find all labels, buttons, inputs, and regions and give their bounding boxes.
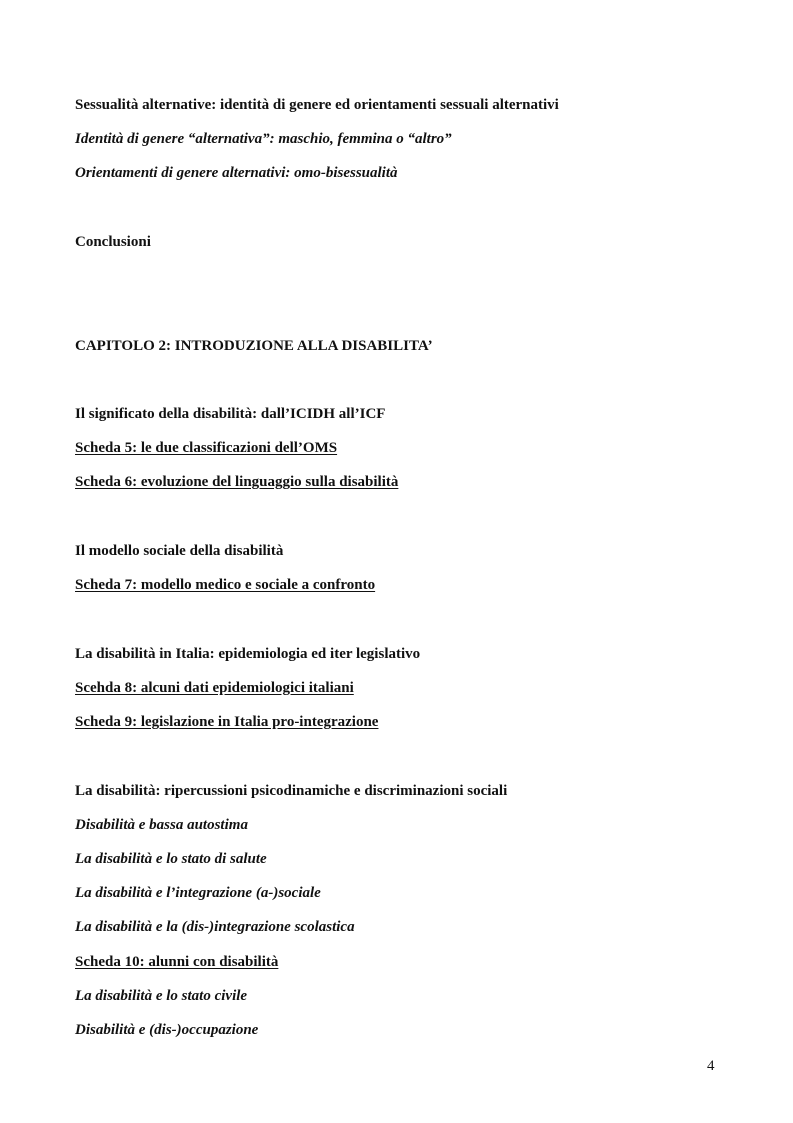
toc-scheda-entry: Scheda 5: le due classificazioni dell’OMS xyxy=(75,440,338,456)
page-number: 4 xyxy=(707,1058,715,1074)
toc-scheda-entry: Scheda 6: evoluzione del linguaggio sulla disabilità xyxy=(75,474,399,490)
toc-subsection: La disabilità e lo stato di salute xyxy=(75,851,267,867)
toc-section-heading: La disabilità: ripercussioni psicodinamiche e discriminazioni sociali xyxy=(75,783,508,799)
toc-section-heading: Conclusioni xyxy=(75,234,151,250)
toc-scheda-entry: Scheda 9: legislazione in Italia pro-integrazione xyxy=(75,714,379,730)
toc-subsection: Disabilità e bassa autostima xyxy=(75,817,248,833)
chapter-title: CAPITOLO 2: INTRODUZIONE ALLA DISABILITA’ xyxy=(75,338,433,354)
toc-subsection: La disabilità e l’integrazione (a-)sociale xyxy=(75,885,321,901)
toc-subsection: Disabilità e (dis-)occupazione xyxy=(75,1022,259,1038)
toc-section-heading: Il modello sociale della disabilità xyxy=(75,543,284,559)
toc-subsection: La disabilità e la (dis-)integrazione scolastica xyxy=(75,919,355,935)
toc-subsection: Orientamenti di genere alternativi: omo-bisessualità xyxy=(75,165,398,181)
toc-section-heading: Il significato della disabilità: dall’ICIDH all’ICF xyxy=(75,406,386,422)
toc-section-heading: La disabilità in Italia: epidemiologia ed iter legislativo xyxy=(75,646,421,662)
toc-subsection: Identità di genere “alternativa”: maschio, femmina o “altro” xyxy=(75,131,452,147)
toc-scheda-entry: Scehda 8: alcuni dati epidemiologici italiani xyxy=(75,680,354,696)
toc-scheda-entry: Scheda 7: modello medico e sociale a confronto xyxy=(75,577,376,593)
toc-scheda-entry: Scheda 10: alunni con disabilità xyxy=(75,954,279,970)
toc-section-heading: Sessualità alternative: identità di genere ed orientamenti sessuali alternativi xyxy=(75,97,559,113)
toc-subsection: La disabilità e lo stato civile xyxy=(75,988,248,1004)
